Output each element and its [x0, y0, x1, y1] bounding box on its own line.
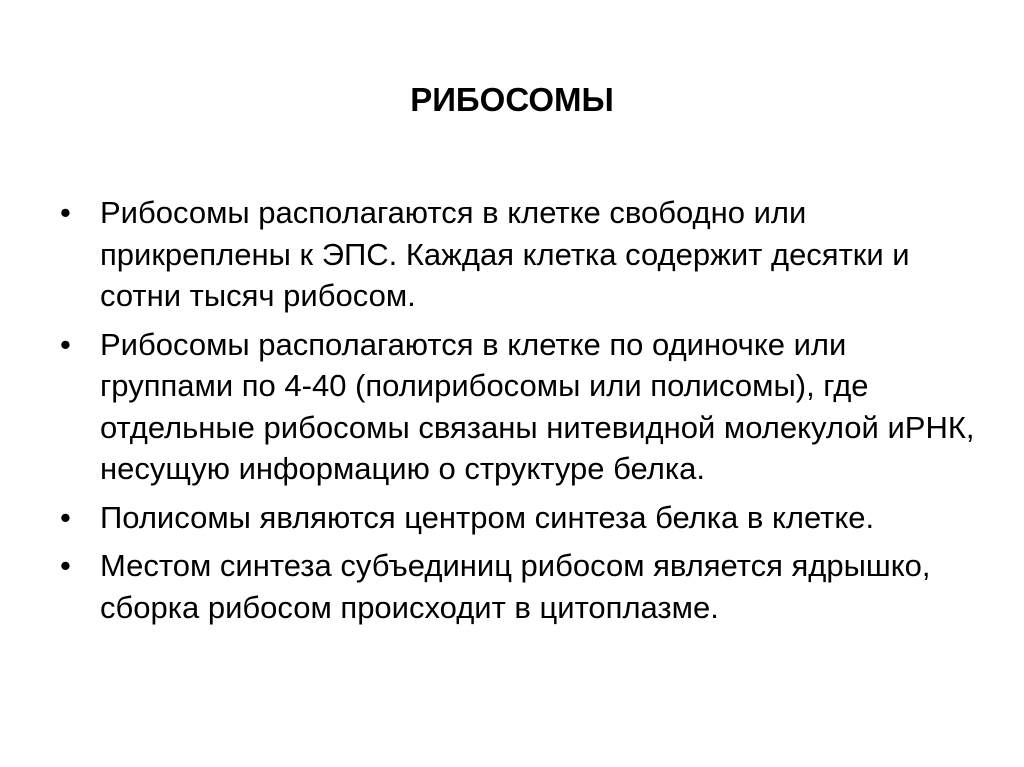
bullet-item-3: [60, 497, 980, 539]
bullet-icon: •: [60, 195, 71, 230]
bullet-text-2: Рибосомы располагаются в клетке по одиночке или группами по 4-40 (полирибосомы или полисомы), где отдельные рибосомы связаны нитевидной молекулой иРНК, несущую информацию о структуре белка.: [100, 326, 975, 486]
bullet-icon: •: [60, 326, 71, 362]
slide-title: РИБОСОМЫ: [410, 81, 614, 118]
bullet-icon: •: [60, 499, 71, 535]
bullet-item-4: [60, 545, 980, 628]
bullet-icon: •: [60, 548, 71, 583]
bullet-text-1: Рибосомы располагаются в клетке свободно или прикреплены к ЭПС. Каждая клетка содержит десятки и сотни тысяч рибосом.: [100, 195, 910, 313]
bullet-item-1: [60, 192, 980, 317]
bullet-item-2: [60, 324, 980, 490]
bullet-text-4: Местом синтеза субъединиц рибосом является ядрышко, сборка рибосом происходит в цитоплазме.: [100, 548, 931, 625]
bullet-list: [60, 192, 980, 635]
bullet-text-3: Полисомы являются центром синтеза белка в клетке.: [100, 499, 875, 535]
